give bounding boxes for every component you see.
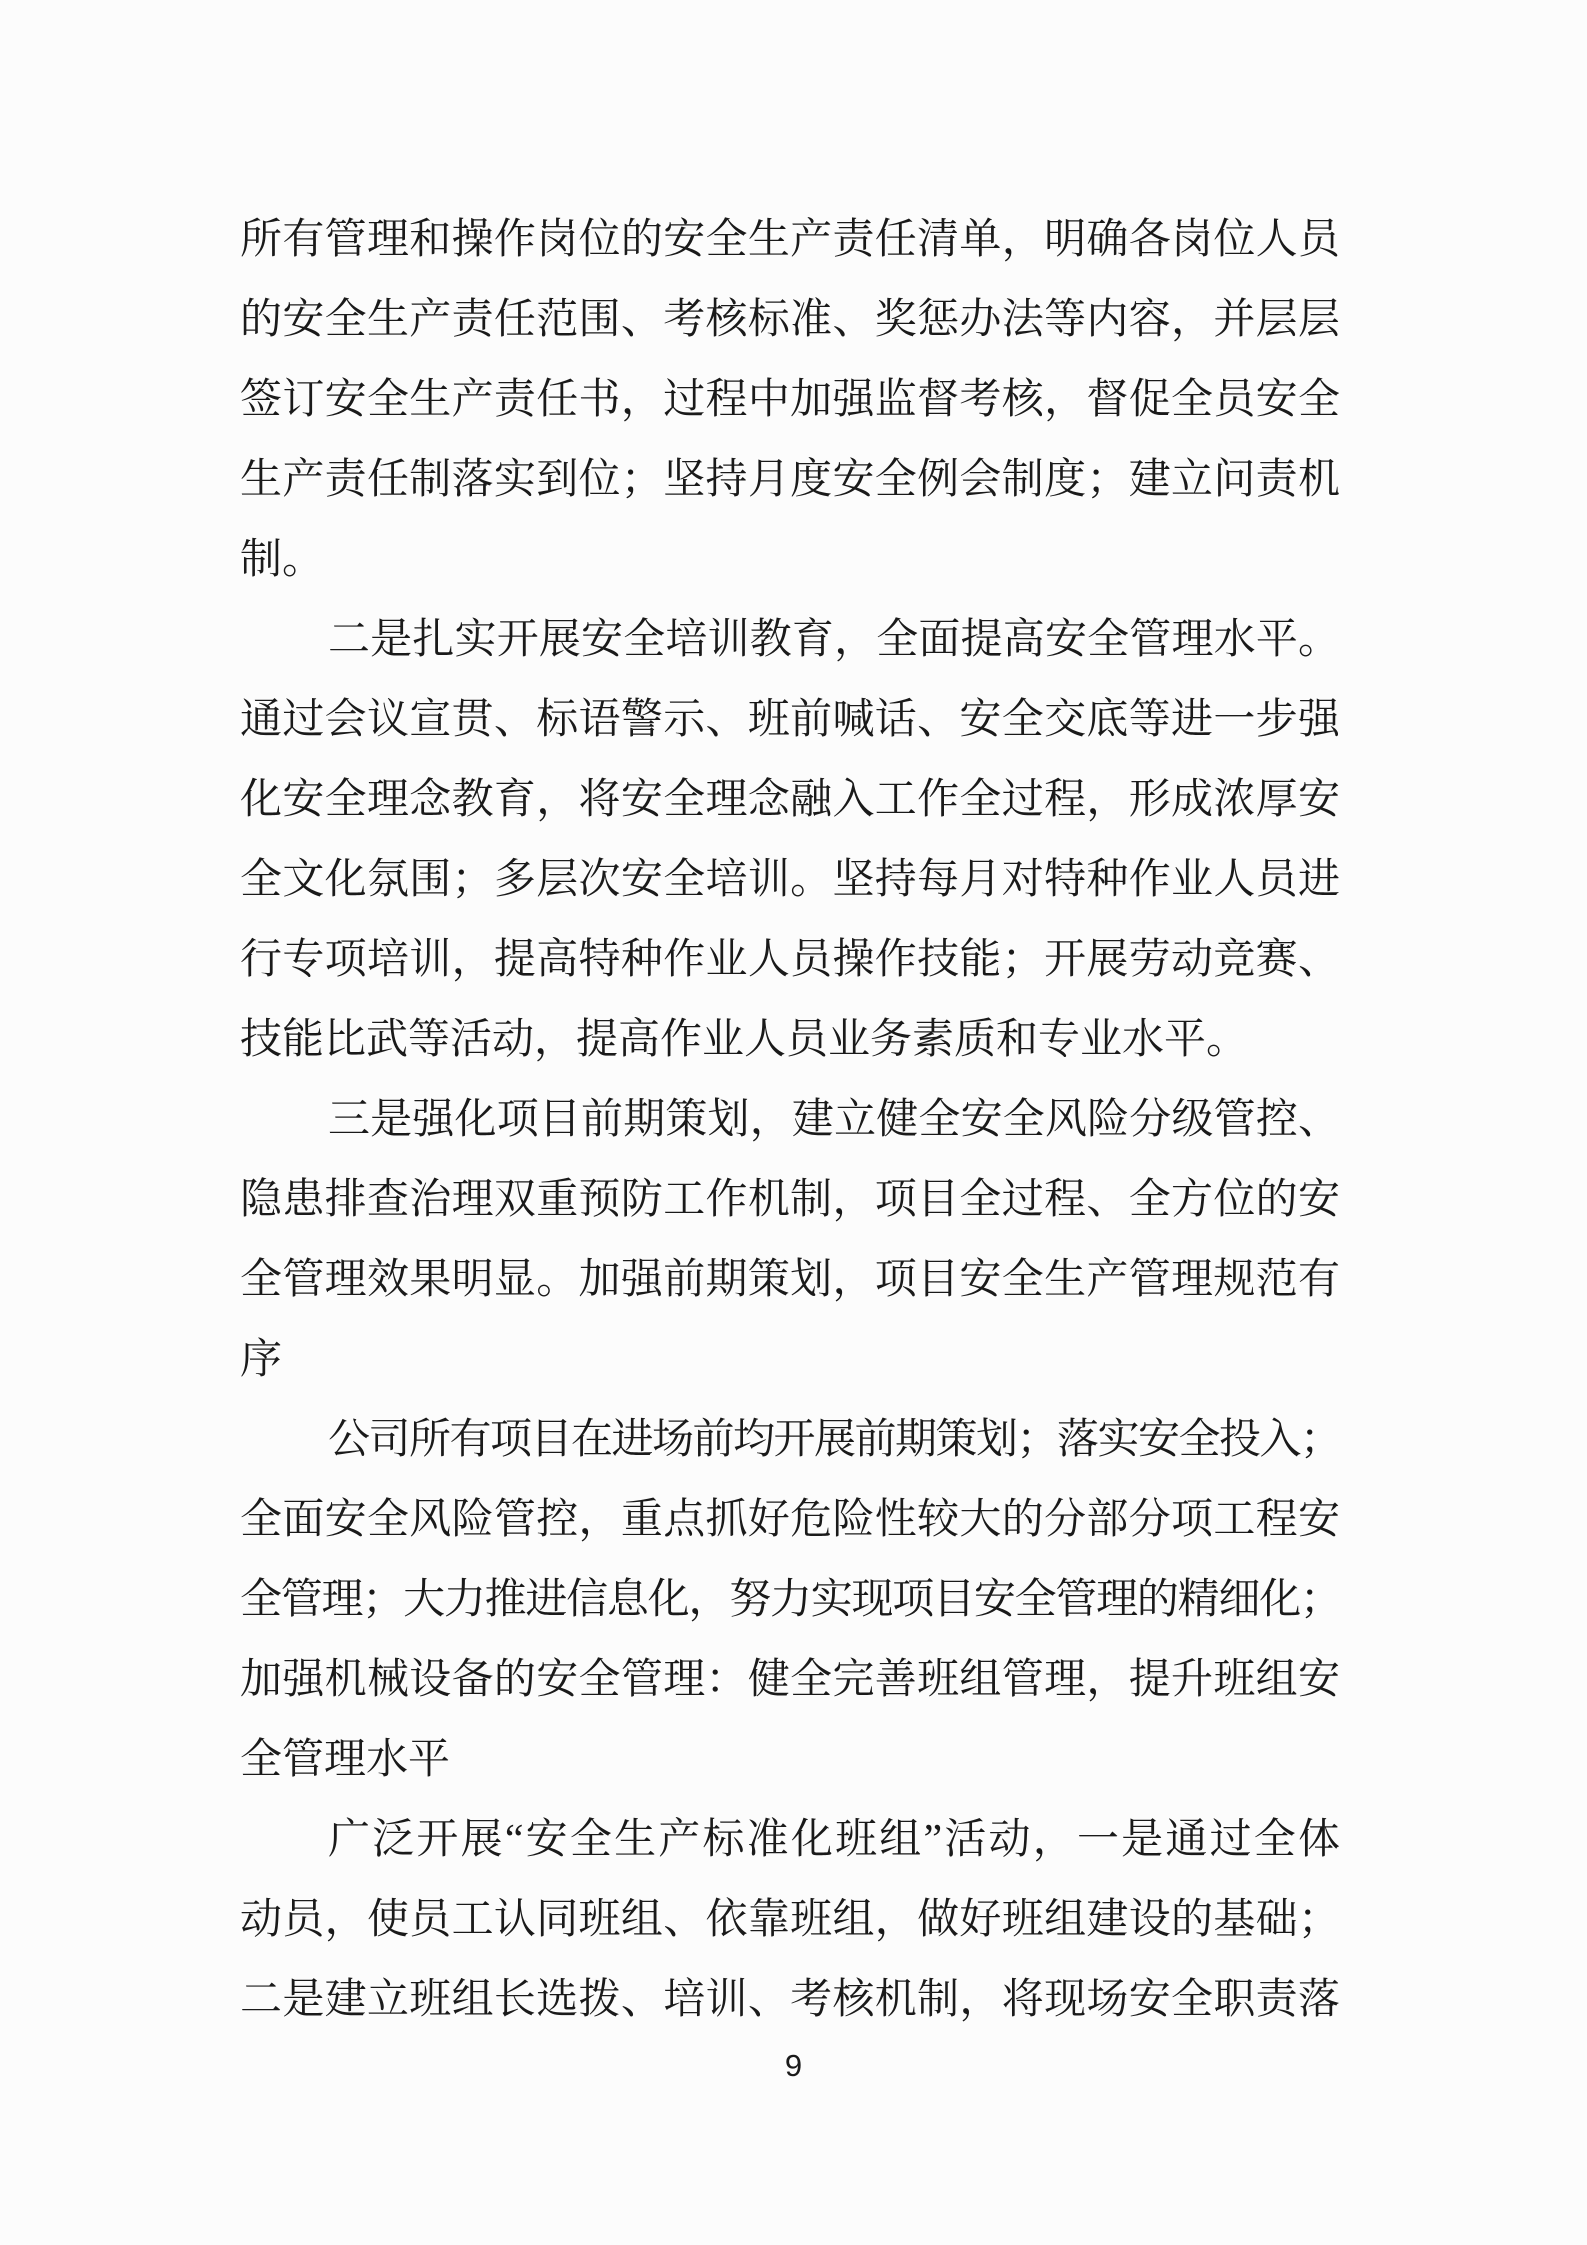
page-number: 9 [784,2048,803,2083]
text-line: 序 [240,1337,283,1383]
text-line: 签订安全生产责任书，过程中加强监督考核，督促全员安全 [240,377,1340,423]
text-line: 技能比武等活动，提高作业人员业务素质和专业水平。 [240,1017,1249,1063]
text-line: 制。 [240,537,325,583]
text-line: 全管理水平 [240,1737,451,1783]
text-line: 全管理；大力推进信息化，努力实现项目安全管理的精细化； [240,1577,1340,1623]
text-line: 的安全生产责任范围、考核标准、奖惩办法等内容，并层层 [240,297,1340,343]
text-line: 生产责任制落实到位；坚持月度安全例会制度；建立问责机 [240,457,1340,503]
text-line: 全管理效果明显。加强前期策划，项目安全生产管理规范有 [240,1257,1340,1303]
text-line: 行专项培训，提高特种作业人员操作技能；开展劳动竞赛、 [240,937,1340,983]
text-line: 二是扎实开展安全培训教育，全面提高安全管理水平。 [328,617,1340,663]
text-block [240,200,1340,2040]
text-line: 动员，使员工认同班组、依靠班组，做好班组建设的基础； [240,1897,1340,1943]
text-line: 全面安全风险管控，重点抓好危险性较大的分部分项工程安 [240,1497,1340,1543]
text-line: 通过会议宣贯、标语警示、班前喊话、安全交底等进一步强 [240,697,1340,743]
text-line: 化安全理念教育，将安全理念融入工作全过程，形成浓厚安 [240,777,1340,823]
text-line: 公司所有项目在进场前均开展前期策划；落实安全投入； [328,1417,1340,1463]
text-line: 广泛开展“安全生产标准化班组”活动，一是通过全体 [328,1817,1340,1863]
text-line: 加强机械设备的安全管理：健全完善班组管理，提升班组安 [240,1657,1340,1703]
text-line: 三是强化项目前期策划，建立健全安全风险分级管控、 [328,1097,1340,1143]
text-line: 隐患排查治理双重预防工作机制，项目全过程、全方位的安 [240,1177,1340,1223]
text-line: 全文化氛围；多层次安全培训。坚持每月对特种作业人员进 [240,857,1340,903]
text-line: 二是建立班组长选拨、培训、考核机制，将现场安全职责落 [240,1977,1340,2023]
text-line: 所有管理和操作岗位的安全生产责任清单，明确各岗位人员 [240,217,1340,263]
